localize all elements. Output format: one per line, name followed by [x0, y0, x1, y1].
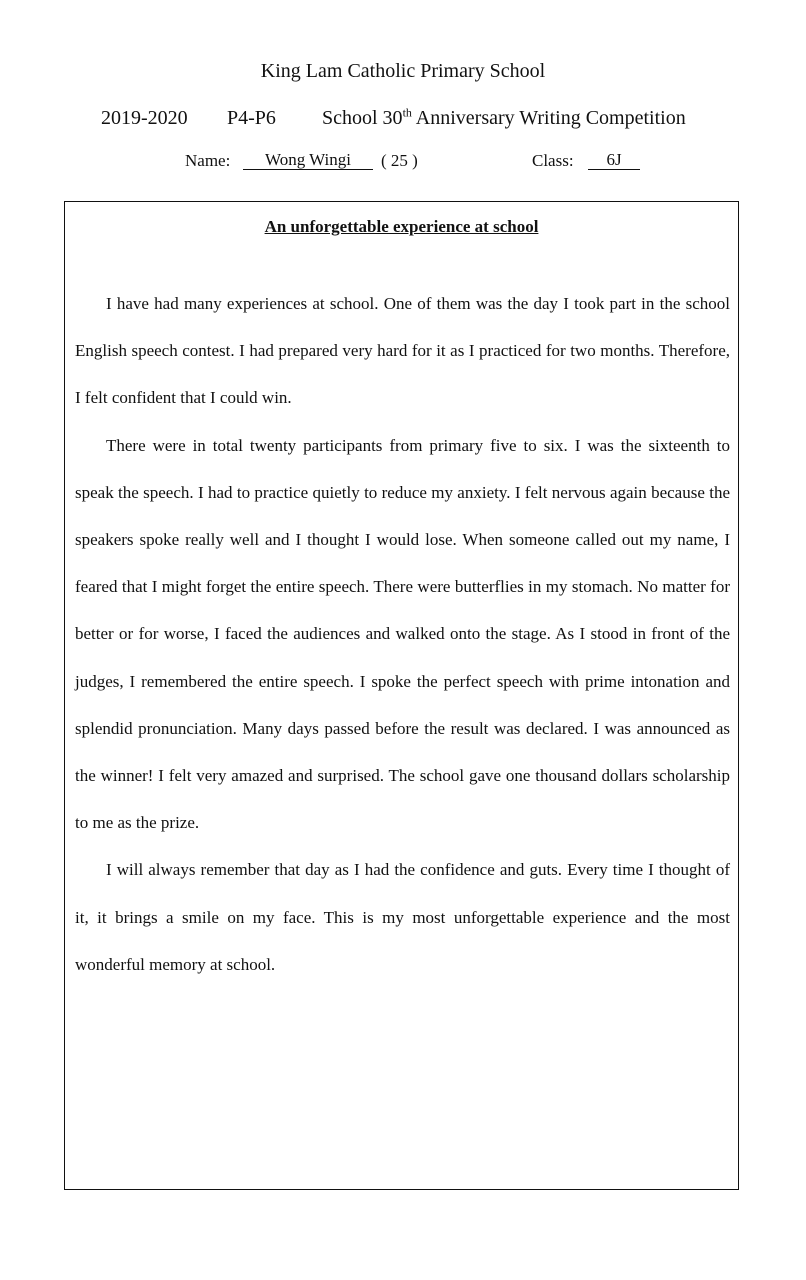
grade-range: P4-P6: [227, 107, 276, 129]
school-year: 2019-2020: [101, 107, 188, 129]
ordinal-suffix: th: [402, 105, 412, 120]
student-number: ( 25 ): [381, 151, 418, 170]
essay-box: [64, 201, 739, 1190]
essay-body: [75, 280, 730, 988]
competition-title-suffix: Anniversary Writing Competition: [411, 107, 686, 129]
class-label: Class:: [532, 151, 574, 170]
essay-paragraph: I will always remember that day as I had the confidence and guts. Every time I thought of it, it brings a smile on my face. This is my most unforgettable experience and the most wonderful memory at school.: [75, 860, 730, 974]
student-class: 6J: [588, 151, 640, 170]
student-name: Wong Wingi: [243, 151, 373, 170]
essay-paragraph: There were in total twenty participants from primary five to six. I was the sixteenth to speak the speech. I had to practice quietly to reduce my anxiety. I felt nervous again because the speakers spoke really well and I thought I would lose. When someone called out my name, I feared that I might forget the entire speech. There were butterflies in my stomach. No matter for better or for worse, I faced the audiences and walked onto the stage. As I stood in front of the judges, I remembered the entire speech. I spoke the perfect speech with prime intonation and splendid pronunciation. Many days passed before the result was declared. I was announced as the winner! I felt very amazed and surprised. The school gave one thousand dollars scholarship to me as the prize.: [75, 435, 730, 833]
competition-title-prefix: School 30: [322, 107, 403, 129]
name-label: Name:: [185, 151, 231, 170]
competition-title: [322, 107, 686, 130]
essay-paragraph: I have had many experiences at school. One of them was the day I took part in the school English speech contest. I had prepared very hard for it as I practiced for two months. Therefore, I felt confident that I could win.: [75, 294, 730, 408]
school-name: King Lam Catholic Primary School: [260, 60, 546, 82]
essay-title: An unforgettable experience at school: [264, 217, 539, 236]
